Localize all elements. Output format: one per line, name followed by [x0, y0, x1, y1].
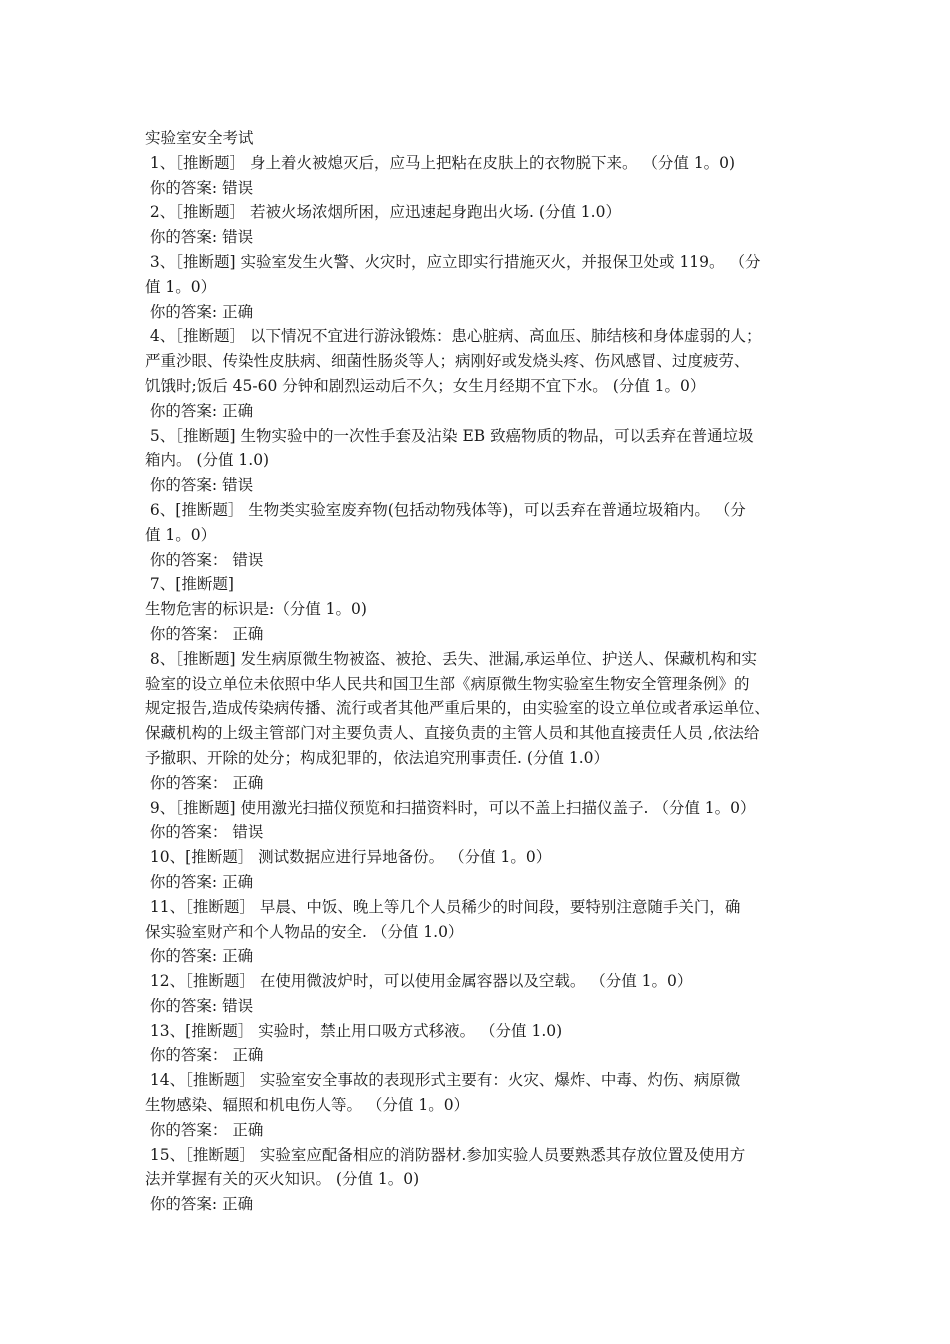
question-line: 生物危害的标识是:（分值 1。0) [145, 600, 367, 619]
question-line: 规定报告,造成传染病传播、流行或者其他严重后果的，由实验室的设立单位或者承运单位、 [145, 699, 770, 718]
question-line: 法并掌握有关的灭火知识。 (分值 1。0) [145, 1170, 420, 1189]
question-line: 保实验室财产和个人物品的安全. （分值 1.0） [145, 922, 464, 941]
question-line: 严重沙眼、传染性皮肤病、细菌性肠炎等人；病刚好或发烧头疼、伤风感冒、过度疲劳、 [145, 352, 750, 371]
question-line: 值 1。0） [145, 525, 217, 544]
question-line: 8、［推断题] 发生病原微生物被盗、被抢、丢失、泄漏,承运单位、护送人、保藏机构和实 [145, 649, 757, 668]
question-line: 1、［推断题］ 身上着火被熄灭后，应马上把粘在皮肤上的衣物脱下来。 （分值 1。0) [145, 153, 736, 172]
answer-line: 你的答案： 错误 [145, 823, 264, 842]
question-line: 10、[推断题］ 测试数据应进行异地备份。 （分值 1。0） [145, 848, 552, 867]
question-line: 饥饿时;饭后 45-60 分钟和剧烈运动后不久；女生月经期不宜下水。 (分值 1。0） [145, 376, 706, 395]
page-title: 实验室安全考试 [145, 129, 254, 147]
question-line: 9、［推断题] 使用激光扫描仪预览和扫描资料时，可以不盖上扫描仪盖子. （分值 1。0） [145, 798, 756, 817]
question-line: 5、［推断题] 生物实验中的一次性手套及沾染 EB 致癌物质的物品，可以丢弃在普通垃圾 [145, 426, 754, 445]
question-line: 13、[推断题］ 实验时，禁止用口吸方式移液。 （分值 1.0) [145, 1021, 563, 1040]
question-line: 验室的设立单位未依照中华人民共和国卫生部《病原微生物实验室生物安全管理条例》的 [145, 674, 750, 693]
question-line: 6、[推断题］ 生物类实验室废弃物(包括动物残体等)，可以丢弃在普通垃圾箱内。 （分 [145, 500, 746, 519]
answer-line: 你的答案: 错误 [145, 996, 254, 1015]
answer-line: 你的答案： 正确 [145, 1046, 264, 1065]
answer-line: 你的答案： 错误 [145, 550, 264, 569]
question-line: 12、［推断题］ 在使用微波炉时，可以使用金属容器以及空载。 （分值 1。0） [145, 972, 693, 991]
question-line: 7、[推断题] [145, 575, 234, 594]
question-line: 3、［推断题] 实验室发生火警、火灾时，应立即实行措施灭火，并报保卫处或 119。 （分 [145, 252, 761, 271]
question-line: 予撤职、开除的处分；构成犯罪的，依法追究刑事责任. (分值 1.0） [145, 748, 609, 767]
answer-line: 你的答案： 正确 [145, 773, 264, 792]
answer-line: 你的答案： 正确 [145, 1120, 264, 1139]
answer-line: 你的答案: 错误 [145, 228, 254, 247]
question-line: 箱内。 (分值 1.0) [145, 451, 270, 470]
question-line: 14、［推断题］ 实验室安全事故的表现形式主要有：火灾、爆炸、中毒、灼伤、病原微 [145, 1071, 741, 1090]
question-line: 11、［推断题］ 早晨、中饭、晚上等几个人员稀少的时间段，要特别注意随手关门，确 [145, 897, 741, 916]
answer-line: 你的答案: 正确 [145, 302, 254, 321]
question-line: 4、［推断题］ 以下情况不宜进行游泳锻炼：患心脏病、高血压、肺结核和身体虚弱的人； [145, 327, 762, 346]
answer-line: 你的答案： 正确 [145, 624, 264, 643]
question-line: 15、［推断题］ 实验室应配备相应的消防器材.参加实验人员要熟悉其存放位置及使用方 [145, 1145, 746, 1164]
question-list [145, 151, 815, 1217]
answer-line: 你的答案: 正确 [145, 872, 254, 891]
answer-line: 你的答案: 错误 [145, 476, 254, 495]
answer-line: 你的答案: 正确 [145, 947, 254, 966]
answer-line: 你的答案: 正确 [145, 1195, 254, 1214]
question-line: 2、［推断题］ 若被火场浓烟所困，应迅速起身跑出火场. (分值 1.0） [145, 203, 621, 222]
question-line: 生物感染、辐照和机电伤人等。 （分值 1。0） [145, 1096, 470, 1115]
answer-line: 你的答案: 错误 [145, 178, 254, 197]
question-line: 保藏机构的上级主管部门对主要负责人、直接负责的主管人员和其他直接责任人员 ,依法给 [145, 724, 760, 743]
question-line: 值 1。0） [145, 277, 217, 296]
answer-line: 你的答案: 正确 [145, 401, 254, 420]
document-page [145, 126, 815, 1217]
